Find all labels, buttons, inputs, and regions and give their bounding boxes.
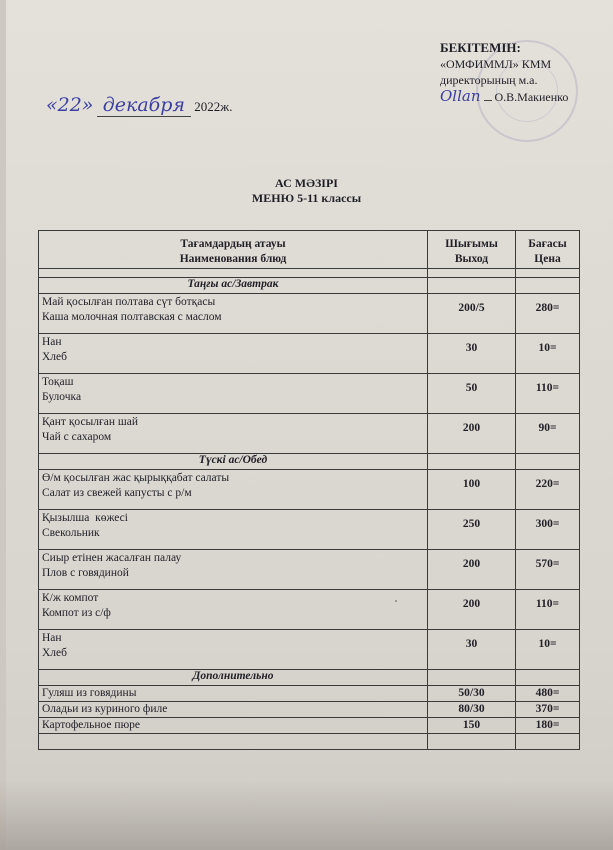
approval-position: директорының м.а. bbox=[440, 73, 538, 87]
header-dish-name: Тағамдардың атауы Наименования блюд bbox=[39, 231, 428, 269]
approval-block bbox=[440, 40, 568, 105]
dish-name-ru: Оладьи из куриного филе bbox=[39, 702, 428, 718]
dish-price: 110= bbox=[516, 374, 580, 414]
approval-org: «ОМФИММЛ» КММ bbox=[440, 57, 552, 71]
table-row bbox=[39, 374, 580, 414]
dish-name-kz: Нан bbox=[42, 336, 62, 348]
section-title: Түскі ас/Обед bbox=[39, 454, 428, 470]
dish-yield: 100 bbox=[428, 470, 516, 510]
menu-title-kz: АС МӘЗІРІ bbox=[275, 176, 338, 190]
dish-name-ru: Хлеб bbox=[42, 647, 67, 659]
dish-name-ru: Компот из с/ф bbox=[42, 607, 111, 619]
dish-price: 570= bbox=[516, 550, 580, 590]
dish-name-ru: Свекольник bbox=[42, 527, 100, 539]
dish-yield: 200/5 bbox=[428, 294, 516, 334]
dish-name-kz: Ө/м қосылған жас қырыққабат салаты bbox=[42, 472, 230, 484]
date-month: декабря bbox=[97, 94, 191, 117]
dish-price: 10= bbox=[516, 334, 580, 374]
document-date bbox=[46, 94, 232, 117]
menu-title-ru: МЕНЮ 5-11 классы bbox=[251, 191, 362, 205]
section-title: Дополнительно bbox=[39, 670, 428, 686]
dish-name-ru: Плов с говядиной bbox=[42, 567, 129, 579]
dish-name-kz: Май қосылған полтава сүт ботқасы bbox=[42, 296, 216, 308]
table-row bbox=[39, 686, 580, 702]
table-row bbox=[39, 294, 580, 334]
dish-price: 10= bbox=[516, 630, 580, 670]
dish-name-kz: Нан bbox=[42, 632, 62, 644]
approval-signature-line bbox=[440, 88, 568, 105]
dish-name-ru: Каша молочная полтавская с маслом bbox=[42, 311, 222, 323]
dish-yield: 30 bbox=[428, 630, 516, 670]
dish-name-ru: Салат из свежей капусты с р/м bbox=[42, 487, 192, 499]
dish-price: 480= bbox=[516, 686, 580, 702]
dish-name-kz: Сиыр етінен жасалған палау bbox=[42, 552, 182, 564]
dish-price: 300= bbox=[516, 510, 580, 550]
dish-yield: 200 bbox=[428, 414, 516, 454]
dish-yield: 50 bbox=[428, 374, 516, 414]
approval-title: БЕКІТЕМІН: bbox=[440, 40, 521, 55]
dish-name-ru: Гуляш из говядины bbox=[39, 686, 428, 702]
approval-name: О.В.Макиенко bbox=[494, 90, 569, 104]
dish-yield: 200 bbox=[428, 550, 516, 590]
table-row bbox=[39, 510, 580, 550]
section-row-lunch bbox=[39, 454, 580, 470]
dish-price: 110= bbox=[516, 590, 580, 630]
date-year: 2022ж. bbox=[194, 99, 233, 114]
header-price: Бағасы Цена bbox=[516, 231, 580, 269]
dish-price: 180= bbox=[516, 718, 580, 734]
section-row-breakfast bbox=[39, 278, 580, 294]
table-row bbox=[39, 334, 580, 374]
table-row bbox=[39, 630, 580, 670]
header-yield: Шығымы Выход bbox=[428, 231, 516, 269]
section-title: Таңғы ас/Завтрак bbox=[39, 278, 428, 294]
photo-shadow bbox=[0, 780, 613, 850]
menu-table bbox=[38, 230, 580, 750]
dish-yield: 30 bbox=[428, 334, 516, 374]
spacer-row bbox=[39, 734, 580, 750]
paper-speck bbox=[395, 600, 397, 602]
dish-price: 220= bbox=[516, 470, 580, 510]
dish-name-ru: Хлеб bbox=[42, 351, 67, 363]
table-row bbox=[39, 702, 580, 718]
dish-name-ru: Чай с сахаром bbox=[42, 431, 112, 443]
dish-name-kz: Қызылша көжесі bbox=[42, 512, 128, 524]
table-row bbox=[39, 590, 580, 630]
dish-yield: 80/30 bbox=[428, 702, 516, 718]
spacer-row bbox=[39, 269, 580, 278]
dish-yield: 150 bbox=[428, 718, 516, 734]
table-row bbox=[39, 550, 580, 590]
table-row bbox=[39, 470, 580, 510]
dish-name-kz: К/ж компот bbox=[42, 592, 99, 604]
handwritten-signature: Ollan bbox=[440, 87, 481, 105]
table-header-row bbox=[39, 231, 580, 269]
dish-name-ru: Булочка bbox=[42, 391, 82, 403]
dish-yield: 200 bbox=[428, 590, 516, 630]
dish-yield: 50/30 bbox=[428, 686, 516, 702]
section-row-additional bbox=[39, 670, 580, 686]
table-row bbox=[39, 718, 580, 734]
dish-yield: 250 bbox=[428, 510, 516, 550]
table-row bbox=[39, 414, 580, 454]
dish-name-ru: Картофельное пюре bbox=[39, 718, 428, 734]
dish-price: 370= bbox=[516, 702, 580, 718]
dish-name-kz: Тоқаш bbox=[42, 376, 74, 388]
dish-price: 280= bbox=[516, 294, 580, 334]
date-day: «22» bbox=[46, 94, 94, 116]
dish-name-kz: Қант қосылған шай bbox=[42, 416, 138, 428]
dish-price: 90= bbox=[516, 414, 580, 454]
